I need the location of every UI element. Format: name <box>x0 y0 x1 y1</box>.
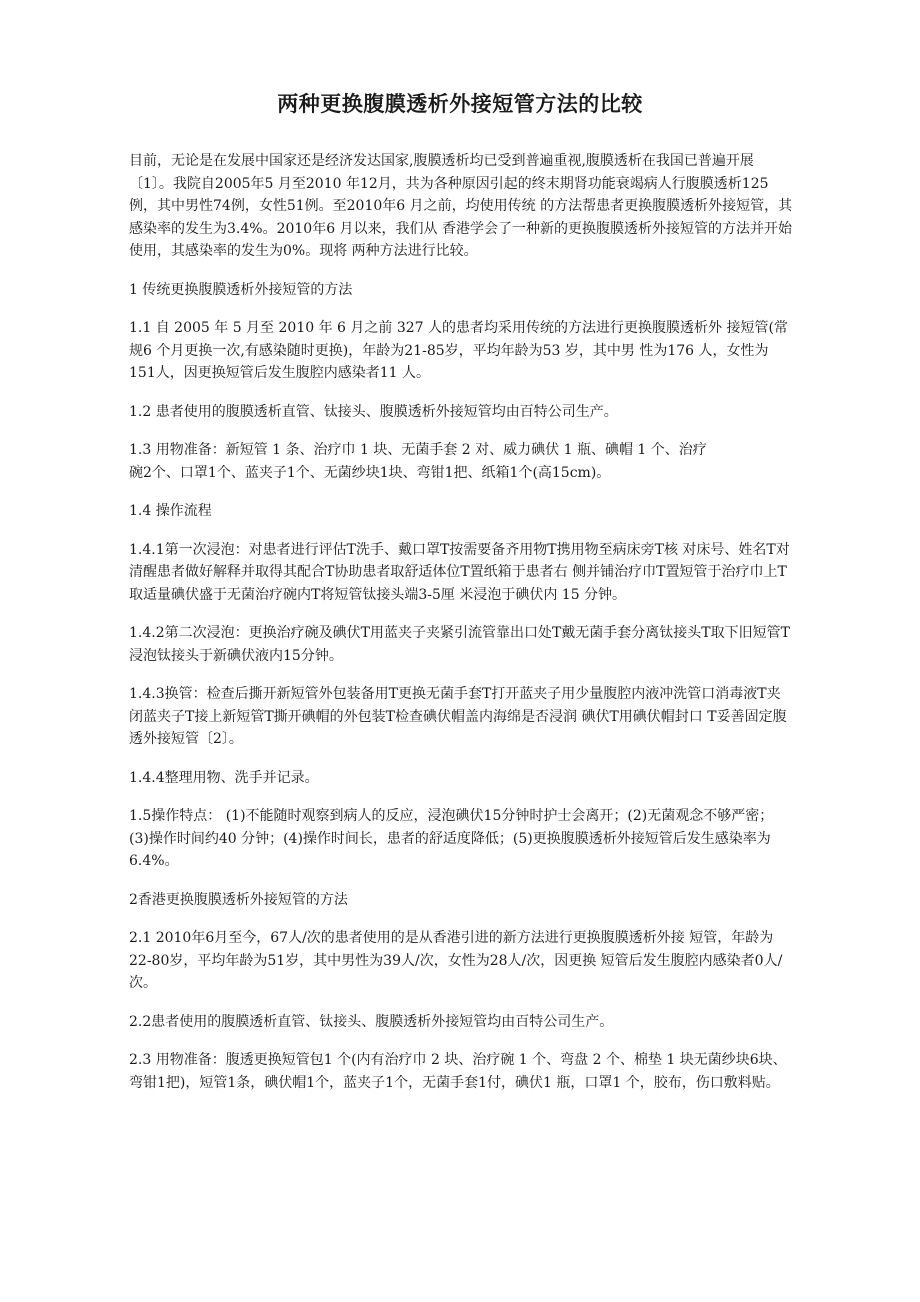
intro-paragraph: 目前，无论是在发展中国家还是经济发达国家,腹膜透析均已受到普遍重视,腹膜透析在我国已普遍开展〔1〕。我院自2005年5 月至2010 年12月，共为各种原因引起的终末期肾功能衰竭病人行腹膜透析125例，其中男性74例，女性51例。至2010年6 月之前，均使用传统 的方法帮患者更换腹膜透析外接短管，其感染率的发生为3.4%。2010年6 月以来，我们从 香港学会了一种新的更换腹膜透析外接短管的方法并开始使用，其感染率的发生为0%。现将 两种方法进行比较。 <box>129 153 793 259</box>
document-title: 两种更换腹膜透析外接短管方法的比较 <box>277 91 643 116</box>
paragraph-1-5: 1.5操作特点： (1)不能随时观察到病人的反应，浸泡碘伏15分钟时护士会离开；(2)无菌观念不够严密；(3)操作时间约40 分钟；(4)操作时间长，患者的舒适度降低；(5)更换腹膜透析外接短管后发生感染率为6.4%。 <box>129 808 774 869</box>
paragraph-2-1: 2.1 2010年6月至今，67人/次的患者使用的是从香港引进的新方法进行更换腹膜透析外接 短管，年龄为22-80岁，平均年龄为51岁，其中男性为39人/次，女性为28人/次，因更换 短管后发生腹腔内感染者0人/次。 <box>129 930 783 991</box>
paragraph-1-4-3: 1.4.3换管：检查后撕开新短管外包装备用T更换无菌手套T打开蓝夹子用少量腹腔内液冲洗管口消毒液T夹闭蓝夹子T接上新短管T撕开碘帽的外包装T检查碘伏帽盖内海绵是否浸润 碘伏T用碘伏帽封口 T妥善固定腹透外接短管〔2〕。 <box>129 686 787 747</box>
document-body <box>129 150 793 1110</box>
paragraph-1-4-4: 1.4.4整理用物、洗手并记录。 <box>129 769 319 786</box>
paragraph-2-2: 2.2患者使用的腹膜透析直管、钛接头、腹膜透析外接短管均由百特公司生产。 <box>129 1013 614 1030</box>
paragraph-1-3-line2: 碗2个、口罩1个、蓝夹子1个、无菌纱块1块、弯钳1把、纸箱1个(高15cm)。 <box>129 464 611 481</box>
paragraph-2-3: 2.3 用物准备：腹透更换短管包1 个(内有治疗巾 2 块、治疗碗 1 个、弯盘 2 个、棉垫 1 块无菌纱块6块、弯钳1把)，短管1条，碘伏帽1个，蓝夹子1个，无菌手套1付，碘伏1 瓶，口罩1 个，胶布，伤口敷料贴。 <box>129 1052 787 1091</box>
paragraph-1-4-1: 1.4.1第一次浸泡：对患者进行评估T洗手、戴口罩T按需要备齐用物T携用物至病床旁T核 对床号、姓名T对清醒患者做好解释并取得其配合T协助患者取舒适体位T置纸箱于患者右 侧并铺治疗巾T置短管于治疗巾上T取适量碘伏盛于无菌治疗碗内T将短管钛接头端3-5厘 米浸泡于碘伏内 15 分钟。 <box>129 541 790 603</box>
paragraph-1-3-line1: 1.3 用物准备：新短管 1 条、治疗巾 1 块、无菌手套 2 对、威力碘伏 1 瓶、碘帽 1 个、治疗 <box>129 442 707 458</box>
paragraph-1-1: 1.1 自 2005 年 5 月至 2010 年 6 月之前 327 人的患者均采用传统的方法进行更换腹膜透析外 接短管(常规6 个月更换一次,有感染随时更换)，年龄为21-85岁，平均年龄为53 岁，其中男 性为176 人，女性为151人，因更换短管后发生腹腔内感染者11 人。 <box>129 320 788 381</box>
paragraph-1-4-2: 1.4.2第二次浸泡：更换治疗碗及碘伏T用蓝夹子夹紧引流管靠出口处T戴无菌手套分离钛接头T取下旧短管T浸泡钛接头于新碘伏液内15分钟。 <box>129 625 790 664</box>
paragraph-1-4: 1.4 操作流程 <box>129 503 212 519</box>
section-heading-1: 1 传统更换腹膜透析外接短管的方法 <box>129 281 353 298</box>
paragraph-1-2: 1.2 患者使用的腹膜透析直管、钛接头、腹膜透析外接短管均由百特公司生产。 <box>129 403 618 420</box>
section-heading-2: 2香港更换腹膜透析外接短管的方法 <box>129 891 348 908</box>
